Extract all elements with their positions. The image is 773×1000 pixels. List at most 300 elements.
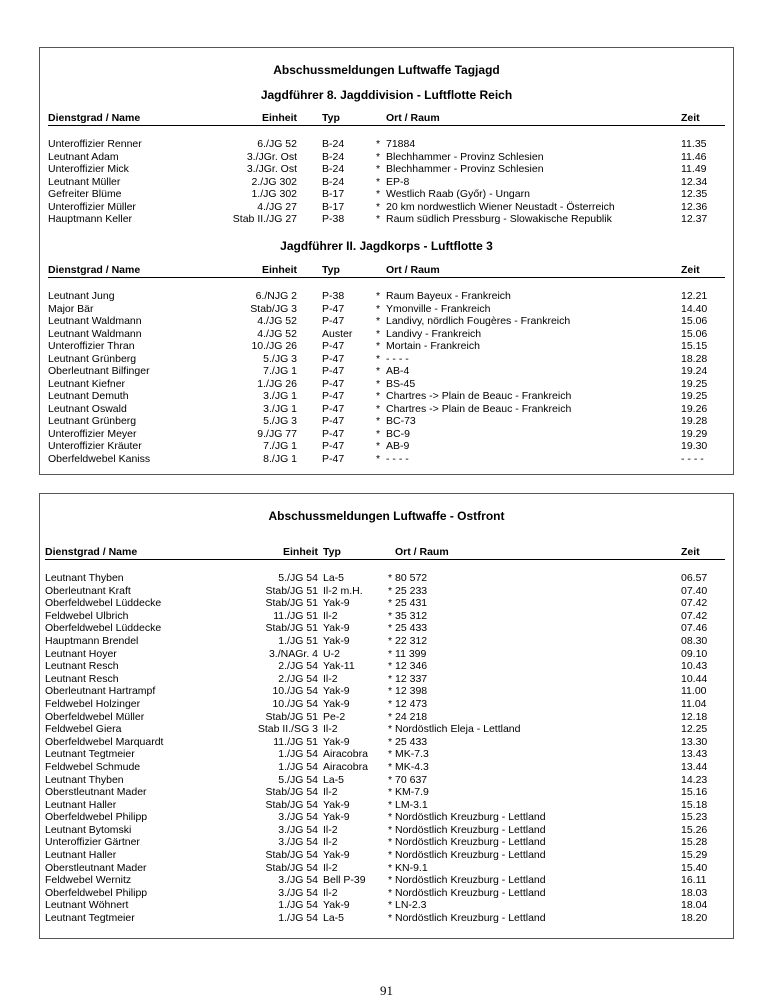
cell-unit: 3./JG 54 xyxy=(278,836,318,849)
section-title: Abschussmeldungen Luftwaffe - Ostfront xyxy=(268,509,505,523)
cell-time: 18.04 xyxy=(681,899,708,912)
table-row xyxy=(45,597,725,610)
cell-name: Gefreiter Blüme xyxy=(48,188,122,200)
table-header-ostfront xyxy=(45,546,725,560)
cell-time: 13.44 xyxy=(681,760,708,773)
cell-place: * 24 218 xyxy=(388,710,428,723)
table-row xyxy=(45,572,725,585)
table-row xyxy=(45,912,725,925)
cell-type: B-17 xyxy=(322,200,345,213)
cell-name: Leutnant Grünberg xyxy=(48,352,137,365)
cell-place: * Nordöstlich Kreuzburg - Lettland xyxy=(388,836,546,849)
table-header-reich xyxy=(48,112,725,126)
cell-time: 12.34 xyxy=(681,175,708,188)
cell-name: Leutnant Jung xyxy=(48,290,115,302)
cell-time: 18.03 xyxy=(681,886,708,899)
cell-unit: 3./JGr. Ost xyxy=(246,150,297,163)
table-row xyxy=(48,163,725,176)
cell-mark: * xyxy=(376,200,381,213)
cell-name: Leutnant Hoyer xyxy=(45,647,117,660)
cell-unit: 1./JG 54 xyxy=(278,760,318,773)
cell-place: * 12 346 xyxy=(388,660,428,673)
cell-name: Leutnant Thyben xyxy=(45,773,124,786)
table-row xyxy=(45,635,725,648)
cell-name: Leutnant Waldmann xyxy=(48,327,142,340)
cell-name: Feldwebel Giera xyxy=(45,723,122,736)
cell-place: * Nordöstlich Kreuzburg - Lettland xyxy=(388,886,546,899)
cell-unit: 1./JG 54 xyxy=(278,748,318,761)
cell-name: Oberfeldwebel Lüddecke xyxy=(45,622,162,635)
cell-unit: 11./JG 51 xyxy=(273,735,318,748)
cell-time: 11.04 xyxy=(681,697,707,710)
section-subtitle-reich: Jagdführer 8. Jagddivision - Luftflotte Reich xyxy=(260,88,513,102)
cell-place: * 25 433 xyxy=(388,622,428,635)
cell-unit: Stab/JG 54 xyxy=(265,849,318,862)
cell-place: * 12 473 xyxy=(388,697,428,710)
cell-name: Oberleutnant Kraft xyxy=(45,584,131,597)
cell-unit: 2./JG 54 xyxy=(278,672,318,685)
cell-mark: * xyxy=(376,452,381,465)
cell-place: * 25 233 xyxy=(388,584,428,597)
cell-name: Unteroffizier Mick xyxy=(48,163,129,175)
cell-name: Leutnant Resch xyxy=(45,660,119,673)
cell-time: 15.16 xyxy=(681,786,708,799)
cell-type: Il-2 xyxy=(323,823,338,836)
cell-place: - - - - xyxy=(386,452,409,465)
header-time: Zeit xyxy=(681,264,700,276)
cell-place: * 25 431 xyxy=(388,597,428,610)
table-row xyxy=(48,378,725,391)
table-row xyxy=(45,585,725,598)
cell-mark: * xyxy=(376,402,381,415)
cell-place: Ymonville - Frankreich xyxy=(386,302,491,315)
cell-name: Oberleutnant Bilfinger xyxy=(48,365,150,377)
cell-time: 12.37 xyxy=(681,213,708,225)
cell-time: 19.25 xyxy=(681,390,708,402)
cell-time: 19.25 xyxy=(681,377,708,390)
cell-time: 12.18 xyxy=(681,710,708,723)
cell-time: 15.06 xyxy=(681,327,708,340)
cell-type: P-47 xyxy=(322,402,345,415)
cell-mark: * xyxy=(376,415,381,427)
table-row xyxy=(45,736,725,749)
cell-unit: 1./JG 26 xyxy=(257,377,297,390)
cell-unit: 10./JG 54 xyxy=(272,697,318,710)
cell-unit: 2./JG 54 xyxy=(278,660,318,673)
cell-type: Yak-9 xyxy=(323,811,350,824)
cell-type: P-47 xyxy=(322,452,345,465)
cell-type: Il-2 xyxy=(323,609,338,622)
cell-name: Unteroffizier Gärtner xyxy=(45,836,140,849)
cell-time: 10.43 xyxy=(681,660,708,673)
cell-place: Westlich Raab (Győr) - Ungarn xyxy=(386,188,530,200)
cell-time: 11.46 xyxy=(681,150,707,163)
cell-unit: 10./JG 26 xyxy=(251,340,297,352)
cell-place: Raum südlich Pressburg - Slowakische Republik xyxy=(386,213,612,225)
cell-place: * MK-4.3 xyxy=(388,760,429,773)
cell-name: Leutnant Haller xyxy=(45,798,117,811)
header-place: Ort / Raum xyxy=(386,112,440,124)
header-place: Ort / Raum xyxy=(386,264,440,276)
cell-type: Il-2 m.H. xyxy=(323,584,363,597)
cell-time: 11.00 xyxy=(681,685,707,698)
header-place: Ort / Raum xyxy=(395,546,449,558)
cell-time: 15.18 xyxy=(681,798,708,811)
cell-unit: 3./JG 54 xyxy=(278,886,318,899)
cell-type: Yak-9 xyxy=(323,798,350,811)
cell-name: Leutnant Haller xyxy=(45,849,117,862)
header-name: Dienstgrad / Name xyxy=(48,264,141,276)
cell-place: * 12 337 xyxy=(388,672,428,685)
header-type: Typ xyxy=(323,546,341,558)
cell-name: Unteroffizier Meyer xyxy=(48,427,137,440)
table-row xyxy=(45,786,725,799)
cell-unit: 4./JG 52 xyxy=(257,315,297,327)
table-body-ostfront xyxy=(45,572,725,925)
cell-name: Leutnant Oswald xyxy=(48,402,127,415)
section-title: Abschussmeldungen Luftwaffe Tagjagd xyxy=(273,63,500,77)
table-row xyxy=(45,849,725,862)
cell-time: 19.26 xyxy=(681,402,708,415)
cell-name: Leutnant Kiefner xyxy=(48,377,126,390)
cell-unit: 1./JG 302 xyxy=(251,188,297,200)
cell-unit: Stab/JG 54 xyxy=(265,798,318,811)
cell-name: Feldwebel Wernitz xyxy=(45,874,132,887)
table-row xyxy=(48,353,725,366)
cell-time: 12.25 xyxy=(681,723,708,736)
table-row xyxy=(48,176,725,189)
cell-type: Auster xyxy=(322,327,353,340)
cell-unit: 5./JG 54 xyxy=(278,572,318,584)
cell-place: * Nordöstlich Kreuzburg - Lettland xyxy=(388,811,546,824)
cell-name: Oberfeldwebel Müller xyxy=(45,710,145,723)
cell-type: Il-2 xyxy=(323,836,338,849)
cell-unit: Stab/JG 51 xyxy=(265,597,318,610)
cell-type: Il-2 xyxy=(323,886,338,899)
cell-type: B-17 xyxy=(322,188,345,200)
cell-name: Leutnant Bytomski xyxy=(45,823,132,836)
table-row xyxy=(45,761,725,774)
cell-time: 09.10 xyxy=(681,647,708,660)
cell-mark: * xyxy=(376,213,381,225)
cell-place: - - - - xyxy=(386,352,409,365)
cell-mark: * xyxy=(376,327,381,340)
cell-time: 12.35 xyxy=(681,188,708,200)
table-row xyxy=(45,887,725,900)
cell-type: La-5 xyxy=(323,773,345,786)
cell-place: Landivy - Frankreich xyxy=(386,327,482,340)
luftwaffe-tagjagd-section xyxy=(39,47,734,475)
cell-time: 15.28 xyxy=(681,836,708,849)
cell-place: 71884 xyxy=(386,138,416,150)
cell-time: 07.42 xyxy=(681,609,708,622)
cell-name: Leutnant Waldmann xyxy=(48,315,142,327)
cell-type: P-47 xyxy=(322,340,345,352)
cell-time: 13.30 xyxy=(681,735,708,748)
cell-unit: 10./JG 54 xyxy=(272,685,318,698)
cell-unit: 3./JG 54 xyxy=(278,823,318,836)
cell-unit: 3./JG 1 xyxy=(263,390,297,402)
cell-unit: 8./JG 1 xyxy=(263,452,297,465)
cell-name: Feldwebel Schmude xyxy=(45,760,141,773)
cell-time: 15.06 xyxy=(681,315,708,327)
cell-time: 11.49 xyxy=(681,163,707,175)
cell-place: * 35 312 xyxy=(388,609,428,622)
table-row xyxy=(48,440,725,453)
cell-unit: 1./JG 54 xyxy=(278,912,318,925)
cell-place: EP-8 xyxy=(386,175,410,188)
cell-time: 12.21 xyxy=(681,290,708,302)
cell-unit: 1./JG 54 xyxy=(278,899,318,912)
cell-mark: * xyxy=(376,150,381,163)
cell-mark: * xyxy=(376,365,381,377)
table-row xyxy=(48,365,725,378)
cell-unit: Stab/JG 54 xyxy=(265,786,318,799)
luftwaffe-ostfront-section xyxy=(39,493,734,939)
cell-name: Leutnant Adam xyxy=(48,150,119,163)
cell-name: Oberleutnant Hartrampf xyxy=(45,685,156,698)
cell-type: Il-2 xyxy=(323,861,338,874)
cell-name: Oberstleutnant Mader xyxy=(45,861,147,874)
table-row xyxy=(48,138,725,151)
cell-name: Leutnant Wöhnert xyxy=(45,899,129,912)
cell-time: 12.36 xyxy=(681,200,708,213)
cell-place: * 22 312 xyxy=(388,634,428,647)
cell-unit: 3./JG 54 xyxy=(278,811,318,824)
table-row xyxy=(45,673,725,686)
table-row xyxy=(48,390,725,403)
cell-place: BC-9 xyxy=(386,427,410,440)
cell-type: P-47 xyxy=(322,352,345,365)
cell-mark: * xyxy=(376,340,381,352)
cell-unit: Stab/JG 51 xyxy=(265,622,318,635)
cell-name: Leutnant Thyben xyxy=(45,572,124,584)
table-row xyxy=(45,648,725,661)
cell-type: Yak-9 xyxy=(323,697,350,710)
cell-unit: Stab/JG 51 xyxy=(265,710,318,723)
table-row xyxy=(48,201,725,214)
cell-place: * Nordöstlich Kreuzburg - Lettland xyxy=(388,912,546,925)
cell-unit: 6./JG 52 xyxy=(257,138,297,150)
table-body-reich xyxy=(48,138,725,226)
table-row xyxy=(48,151,725,164)
cell-type: P-47 xyxy=(322,427,345,440)
cell-type: P-47 xyxy=(322,390,345,402)
cell-place: * KN-9.1 xyxy=(388,861,428,874)
table-row xyxy=(48,428,725,441)
cell-name: Oberfeldwebel Philipp xyxy=(45,811,148,824)
table-row xyxy=(45,899,725,912)
table-row xyxy=(48,213,725,226)
cell-place: Raum Bayeux - Frankreich xyxy=(386,290,511,302)
cell-type: Il-2 xyxy=(323,786,338,799)
cell-mark: * xyxy=(376,427,381,440)
cell-unit: 5./JG 3 xyxy=(263,415,297,427)
cell-name: Major Bär xyxy=(48,302,94,315)
cell-name: Oberfeldwebel Kaniss xyxy=(48,452,151,465)
cell-time: 07.40 xyxy=(681,584,708,597)
cell-name: Leutnant Resch xyxy=(45,672,119,685)
header-time: Zeit xyxy=(681,112,700,124)
table-row xyxy=(45,836,725,849)
cell-type: Pe-2 xyxy=(323,710,346,723)
table-row xyxy=(45,748,725,761)
cell-place: * 11 399 xyxy=(388,647,427,660)
cell-type: La-5 xyxy=(323,912,345,925)
cell-place: Landivy, nördlich Fougères - Frankreich xyxy=(386,315,571,327)
cell-unit: 5./JG 3 xyxy=(263,352,297,365)
cell-time: 06.57 xyxy=(681,572,708,584)
cell-place: * Nordöstlich Kreuzburg - Lettland xyxy=(388,874,546,887)
cell-time: 19.30 xyxy=(681,440,708,452)
cell-time: 18.28 xyxy=(681,352,708,365)
cell-type: P-47 xyxy=(322,365,345,377)
cell-mark: * xyxy=(376,138,381,150)
header-name: Dienstgrad / Name xyxy=(48,112,141,124)
cell-unit: 11./JG 51 xyxy=(273,609,318,622)
cell-time: 10.44 xyxy=(681,672,708,685)
cell-place: Chartres -> Plain de Beauc - Frankreich xyxy=(386,402,572,415)
cell-time: 19.28 xyxy=(681,415,708,427)
cell-unit: 1./JG 51 xyxy=(278,634,318,647)
cell-type: P-38 xyxy=(322,290,345,302)
table-row xyxy=(48,453,725,466)
header-time: Zeit xyxy=(681,546,700,558)
cell-unit: 5./JG 54 xyxy=(278,773,318,786)
cell-mark: * xyxy=(376,302,381,315)
cell-place: * Nordöstlich Kreuzburg - Lettland xyxy=(388,823,546,836)
cell-unit: 3./JGr. Ost xyxy=(246,163,297,175)
cell-mark: * xyxy=(376,315,381,327)
cell-time: 14.40 xyxy=(681,302,708,315)
cell-name: Oberfeldwebel Marquardt xyxy=(45,735,164,748)
cell-name: Oberfeldwebel Lüddecke xyxy=(45,597,162,610)
cell-unit: 3./JG 54 xyxy=(278,874,318,887)
table-row xyxy=(45,862,725,875)
cell-unit: 9./JG 77 xyxy=(257,427,297,440)
cell-place: * 80 572 xyxy=(388,572,428,584)
cell-unit: Stab II./JG 27 xyxy=(232,213,297,225)
cell-type: B-24 xyxy=(322,150,345,163)
cell-place: Blechhammer - Provinz Schlesien xyxy=(386,150,544,163)
cell-name: Unteroffizier Müller xyxy=(48,200,136,213)
cell-place: * 70 637 xyxy=(388,773,428,786)
cell-place: * LN-2.3 xyxy=(388,899,427,912)
section-subtitle-luftflotte3: Jagdführer II. Jagdkorps - Luftflotte 3 xyxy=(280,239,493,253)
table-row xyxy=(45,660,725,673)
page-number: 91 xyxy=(380,983,393,998)
table-row xyxy=(45,824,725,837)
cell-unit: Stab/JG 3 xyxy=(250,302,297,315)
cell-name: Unteroffizier Thran xyxy=(48,340,135,352)
cell-type: P-47 xyxy=(322,415,345,427)
table-row xyxy=(45,811,725,824)
cell-name: Hauptmann Keller xyxy=(48,213,133,225)
cell-time: 19.24 xyxy=(681,365,708,377)
cell-name: Feldwebel Ulbrich xyxy=(45,609,129,622)
table-row xyxy=(48,415,725,428)
table-row xyxy=(45,698,725,711)
table-row xyxy=(45,610,725,623)
cell-name: Leutnant Tegtmeier xyxy=(45,912,135,925)
cell-type: Bell P-39 xyxy=(323,874,366,887)
table-row xyxy=(45,723,725,736)
cell-place: * MK-7.3 xyxy=(388,748,429,761)
cell-type: Yak-9 xyxy=(323,597,350,610)
cell-place: Mortain - Frankreich xyxy=(386,340,480,352)
cell-name: Leutnant Müller xyxy=(48,175,121,188)
cell-unit: 4./JG 27 xyxy=(257,200,297,213)
cell-place: * Nordöstlich Eleja - Lettland xyxy=(388,723,521,736)
table-row xyxy=(45,685,725,698)
cell-name: Leutnant Grünberg xyxy=(48,415,137,427)
cell-place: AB-4 xyxy=(386,365,410,377)
cell-unit: Stab/JG 51 xyxy=(265,584,318,597)
cell-time: 07.46 xyxy=(681,622,708,635)
table-row xyxy=(48,188,725,201)
cell-unit: 7./JG 1 xyxy=(263,365,297,377)
cell-type: Yak-9 xyxy=(323,622,350,635)
cell-type: P-38 xyxy=(322,213,345,225)
header-type: Typ xyxy=(322,112,340,124)
cell-unit: 6./NJG 2 xyxy=(255,290,297,302)
cell-type: B-24 xyxy=(322,163,345,175)
cell-time: 15.15 xyxy=(681,340,708,352)
cell-time: - - - - xyxy=(681,452,704,465)
cell-unit: Stab/JG 54 xyxy=(265,861,318,874)
cell-mark: * xyxy=(376,352,381,365)
cell-type: Yak-11 xyxy=(323,660,355,673)
table-row xyxy=(48,403,725,416)
table-header-luftflotte3 xyxy=(48,264,725,278)
table-row xyxy=(45,799,725,812)
cell-type: Il-2 xyxy=(323,672,338,685)
cell-type: Airacobra xyxy=(323,760,368,773)
cell-mark: * xyxy=(376,440,381,452)
table-row xyxy=(48,328,725,341)
cell-mark: * xyxy=(376,188,381,200)
cell-time: 15.29 xyxy=(681,849,708,862)
cell-type: Yak-9 xyxy=(323,685,350,698)
cell-place: AB-9 xyxy=(386,440,410,452)
cell-time: 16.11 xyxy=(681,874,707,887)
cell-mark: * xyxy=(376,390,381,402)
cell-time: 13.43 xyxy=(681,748,708,761)
cell-place: * KM-7.9 xyxy=(388,786,429,799)
table-row xyxy=(45,711,725,724)
table-row xyxy=(48,303,725,316)
cell-time: 15.23 xyxy=(681,811,708,824)
cell-mark: * xyxy=(376,377,381,390)
cell-place: BC-73 xyxy=(386,415,416,427)
cell-type: Yak-9 xyxy=(323,899,350,912)
cell-name: Oberfeldwebel Philipp xyxy=(45,886,148,899)
cell-place: * 12 398 xyxy=(388,685,428,698)
cell-time: 19.29 xyxy=(681,427,708,440)
cell-unit: Stab II./SG 3 xyxy=(257,723,318,736)
cell-mark: * xyxy=(376,163,381,175)
cell-time: 18.20 xyxy=(681,912,708,925)
table-row xyxy=(45,774,725,787)
cell-time: 15.40 xyxy=(681,861,708,874)
cell-mark: * xyxy=(376,175,381,188)
cell-place: * LM-3.1 xyxy=(388,798,428,811)
cell-name: Hauptmann Brendel xyxy=(45,634,139,647)
table-row xyxy=(48,315,725,328)
table-body-luftflotte3 xyxy=(48,290,725,465)
cell-type: Il-2 xyxy=(323,723,338,736)
cell-type: La-5 xyxy=(323,572,345,584)
